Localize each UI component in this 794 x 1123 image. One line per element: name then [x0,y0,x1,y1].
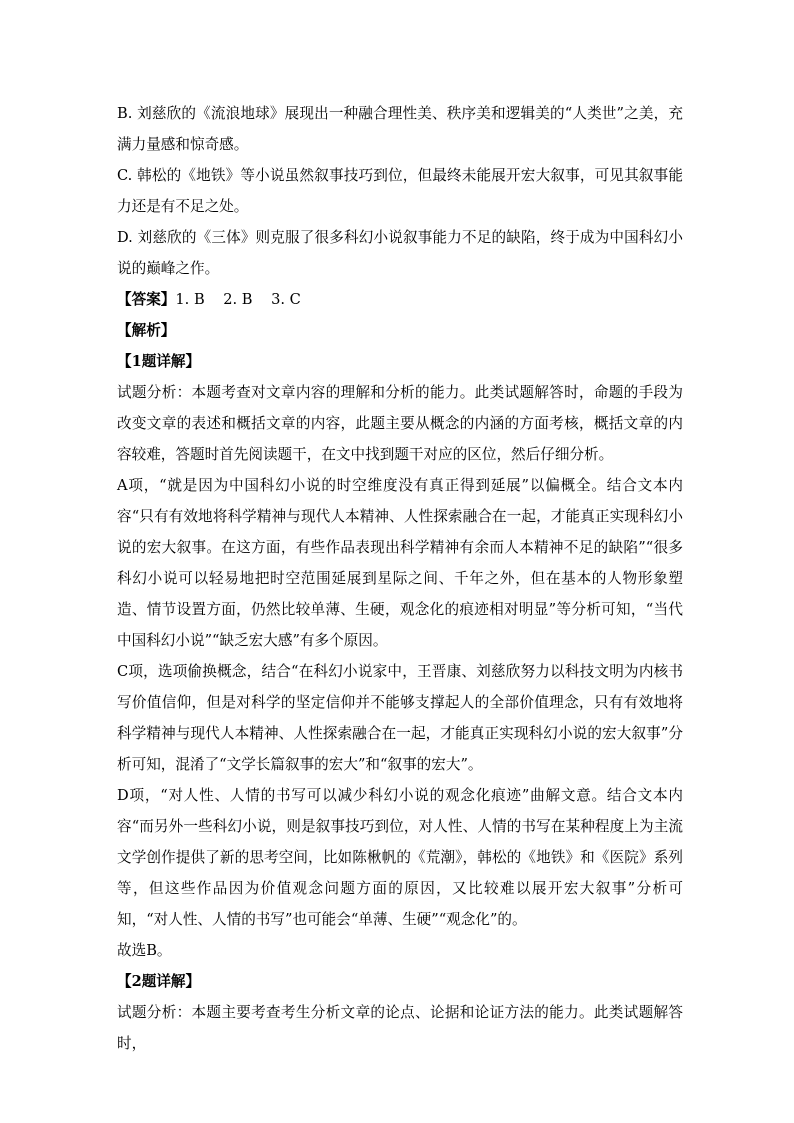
q1-heading: 【1题详解】 [117,353,201,370]
option-c-text: C. 韩松的《地铁》等小说虽然叙事技巧到位，但最终未能展开宏大叙事，可见其叙事能力还是有不足之处。 [117,167,683,215]
q1-option-a-analysis: A项，“就是因为中国科幻小说的时空维度没有真正得到延展”以偏概全。结合文本内容“只有有效地将科学精神与现代人本精神、人性探索融合在一起，才能真正实现科幻小说的宏大叙事。在这方面，有些作品表现出科学精神有余而人本精神不足的缺陷”“很多科幻小说可以轻易地把时空范围延展到星际之间、千年之外，但在基本的人物形象塑造、情节设置方面，仍然比较单薄、生硬，观念化的痕迹相对明显”等分析可知，“当代中国科幻小说”“缺乏宏大感”有多个原因。 [117,477,683,649]
q1-option-d-analysis: D项，“对人性、人情的书写可以减少科幻小说的观念化痕迹”曲解文意。结合文本内容“而另外一些科幻小说，则是叙事技巧到位，对人性、人情的书写在某种程度上为主流文学创作提供了新的思考空间，比如陈楸帆的《荒潮》，韩松的《地铁》和《医院》系列等，但这些作品因为价值观念问题方面的原因，又比较难以展开宏大叙事”分析可知，“对人性、人情的书写”也可能会“单薄、生硬”“观念化”的。 [117,787,683,928]
q1-intro: 试题分析：本题考查对文章内容的理解和分析的能力。此类试题解答时，命题的手段为改变文章的表述和概括文章的内容，此题主要从概念的内涵的方面考核，概括文章的内容较难，答题时首先阅读题干，在文中找到题干对应的区位，然后仔细分析。 [117,384,683,463]
q2-heading: 【2题详解】 [117,973,201,990]
answer-values: 1. B 2. B 3. C [175,291,301,308]
q1-option-c-analysis: C项，选项偷换概念，结合“在科幻小说家中，王晋康、刘慈欣努力以科技文明为内核书写价值信仰，但是对科学的坚定信仰并不能够支撑起人的全部价值理念，只有有效地将科学精神与现代人本精神、人性探索融合在一起，才能真正实现科幻小说的宏大叙事”分析可知，混淆了“文学长篇叙事的宏大”和“叙事的宏大”。 [117,663,683,773]
option-d-text: D. 刘慈欣的《三体》则克服了很多科幻小说叙事能力不足的缺陷，终于成为中国科幻小说的巅峰之作。 [117,229,683,277]
answer-label: 【答案】 [117,291,176,308]
document-body [117,98,683,1059]
q1-conclusion: 故选B。 [117,942,172,959]
answer-line [117,284,683,315]
option-b-text: B. 刘慈欣的《流浪地球》展现出一种融合理性美、秩序美和逻辑美的“人类世”之美，充满力量感和惊奇感。 [117,105,683,153]
analysis-heading: 【解析】 [117,322,176,339]
q2-intro: 试题分析：本题主要考查考生分析文章的论点、论据和论证方法的能力。此类试题解答时， [117,1004,683,1052]
